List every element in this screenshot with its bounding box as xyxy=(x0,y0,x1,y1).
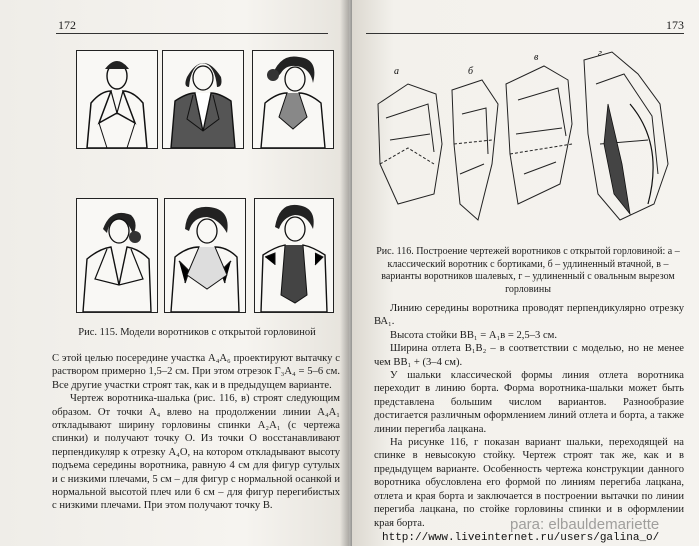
right-page xyxy=(352,0,699,546)
left-body-text xyxy=(52,352,340,513)
left-page xyxy=(0,0,349,546)
figure-116-caption: Рис. 116. Построение чертежей воротников с открытой горловиной: а – классический воротник с бортиками, б – удлиненный втачной, в – варианты воротников шалевых, г – удлиненный с овальным вырезом горловины xyxy=(376,246,680,295)
header-rule-left xyxy=(56,33,328,34)
drawing-label-v: в xyxy=(534,52,539,63)
right-paragraph-3: Ширина отлета В₁В₂ – в соответствии с моделью, но не менее чем ВВ₁ + (3–4 см). xyxy=(374,343,684,368)
drawing-label-g: г xyxy=(598,48,602,59)
header-rule-right xyxy=(366,33,684,34)
collar-model-illustration-6 xyxy=(254,198,334,313)
right-body-text xyxy=(374,302,684,530)
pattern-drafts-svg xyxy=(368,44,688,242)
collar-model-illustration-5 xyxy=(164,198,246,313)
left-paragraph-1: С этой целью посередине участка А₄А₆ проектируют вытачку с раствором примерно 1,5–2 см. При этом отрезок Г₃А₄ = 5–6 см. Все другие участки строят так, как и в предыдущем варианте. xyxy=(52,353,340,391)
right-paragraph-4: У шальки классической формы линия отлета воротника переходит в линию борта. Форма воротника-шальки может быть представлена большим числом вариантов. Разнообразие достигается различным оформлением линий отлета и борта, а также линии перегиба лацкана. xyxy=(374,370,684,435)
page-number-left: 172 xyxy=(58,18,76,32)
right-paragraph-5: На рисунке 116, г показан вариант шальки, переходящей на спинке в невысокую стойку. Чертеж строят так же, как и в предыдущем варианте. Особенность чертежа конструкции данного воротника обусловлена его формой по линиям перегиба лацкана, отлета и края борта и заключается в построении вытачки по линии перегиба лацкана, по стойке горловины спинки и в оформлении края борта. xyxy=(374,437,684,529)
collar-model-illustration-1 xyxy=(76,50,158,149)
figure-116-pattern-drawings xyxy=(368,44,688,242)
collar-model-illustration-3 xyxy=(252,50,334,149)
page-number-right: 173 xyxy=(666,18,684,32)
collar-model-illustration-4 xyxy=(76,198,158,313)
footer-url[interactable]: http://www.liveinternet.ru/users/galina_o/ xyxy=(382,532,660,544)
right-paragraph-1: Линию середины воротника проводят перпендикулярно отрезку ВА₁. xyxy=(374,303,684,328)
collar-model-illustration-2 xyxy=(162,50,244,149)
figure-115-caption: Рис. 115. Модели воротников с открытой горловиной xyxy=(78,327,316,338)
watermark-text: para: elbauldemariette xyxy=(510,516,660,533)
drawing-label-b: б xyxy=(468,66,474,77)
left-paragraph-2: Чертеж воротника-шалька (рис. 116, в) строят следующим образом. От точки А₄ влево на продолжении линии А₄А₁ откладывают ширину горловины спинки А₂А₁ (с чертежа спинки) и получают точку О. Из точки О восстанавливают перпендикуляр к отрезку А₄О, на котором откладывают высоту подъема середины воротника, равную 4 см для фигур сутулых и с низкими плечами, 5 см – для фигур с нормальной осанкой и нормальной высотой плеч или 6 см – для фигур перегибистых с низкими плечами. При этом получают точку В. xyxy=(52,393,340,512)
drawing-label-a: а xyxy=(394,66,399,77)
right-paragraph-2: Высота стойки ВВ₁ = А₁в = 2,5–3 см. xyxy=(390,329,558,341)
